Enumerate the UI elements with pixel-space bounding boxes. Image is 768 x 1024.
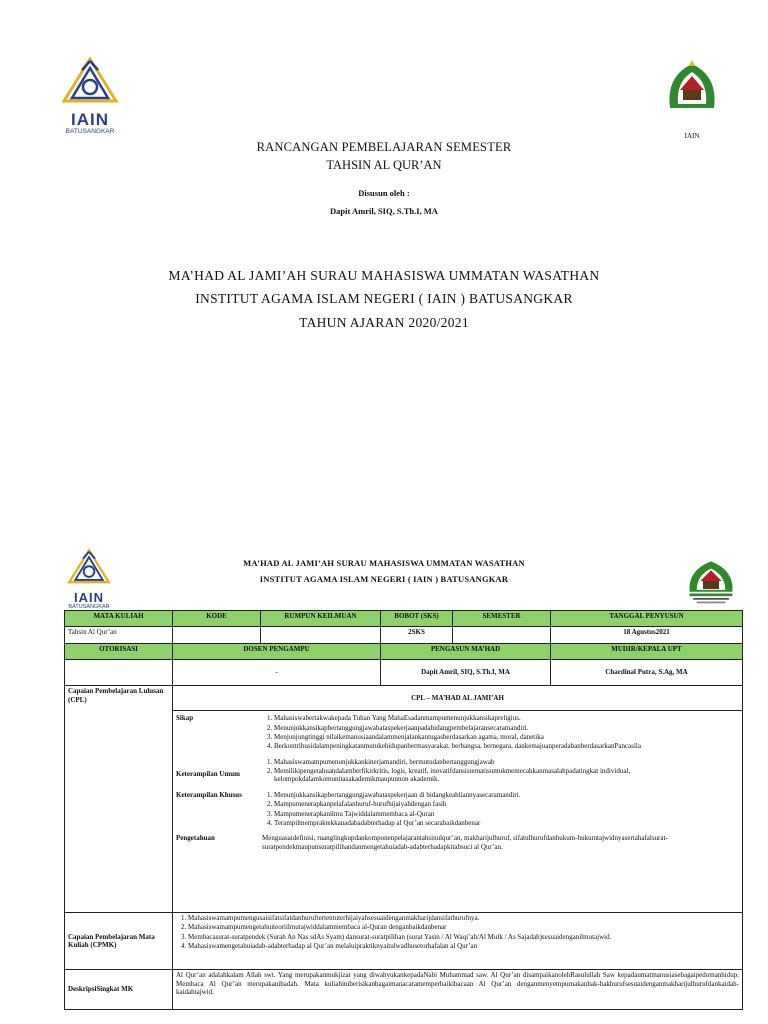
authorization-header-row <box>65 644 743 660</box>
mahad-emblem-icon <box>662 56 722 120</box>
cell-rumpun <box>261 627 381 644</box>
list-item: 3. Mampumenerapkanilmu Tajwiddalammembaca al-Quran <box>274 810 739 818</box>
academic-year: TAHUN AJARAN 2020/2021 <box>299 315 469 330</box>
header-semester: SEMESTER <box>453 611 551 627</box>
sikap-list <box>262 714 739 751</box>
header-tanggal-penyusun: TANGGAL PENYUSUN <box>551 611 743 627</box>
cell-pengasun-mahad: Dapit Amril, SIQ, S.Th.I, MA <box>381 660 551 686</box>
page2-header-line-1: MA’HAD AL JAMI’AH SURAU MAHASISWA UMMATAN WASATHAN <box>243 558 525 568</box>
header-bobot: BOBOT (SKS) <box>381 611 453 627</box>
sikap-label: Sikap <box>176 714 194 723</box>
cpl-title: CPL – MA’HAD AL JAMI’AH <box>173 686 743 711</box>
cpl-content <box>173 711 743 913</box>
institution-line-2: INSTITUT AGAMA ISLAM NEGERI ( IAIN ) BATUSANGKAR <box>195 291 573 306</box>
list-item: 2. Mahasiswamampumengetahuiteoriilmutajwiddalammembaca al-Quran denganbaikdanbenar <box>188 923 739 931</box>
cpl-title-row <box>65 686 743 711</box>
pengetahuan-text: Menguasaidefinisi, ruanglingkupdankomponenpelajarantahsinulqur’an, makharijulhuruf, sifatulhurufdanhukum-hukumtajwidnyasertahafalsurat-suratpendekmaupunsuratpilihandanmengetahuiadab-adabterhadapkitabsuci al Qur’an. <box>262 834 668 851</box>
keterampilan-khusus-label: Keterampilan Khusus <box>176 790 242 799</box>
list-item: 2. Memilikipengetahuandalamberfikirkritis, logis, kreatif, inovatifdansistematisuntukmemecahkanmasalahpadatingkat individual, kelompokdalamkomunitasakademikmaupunnon akademik. <box>274 767 739 784</box>
keterampilan-umum-label: Keterampilan Umum <box>176 769 240 778</box>
list-item: 1. Mahasiswamampumenunjukkankinerjamandiri, bermutudanbertanggungjawab <box>274 758 739 766</box>
header-mata-kuliah: MATA KULIAH <box>65 611 173 627</box>
keterampilan-khusus-section <box>176 791 739 829</box>
author-name: Dapit Amril, SIQ, S.Th.I, MA <box>330 206 438 216</box>
list-item: 4. Terampilmempraktekkanadabadabterhadap al Qur’an secarabaikdanbenar <box>274 819 739 827</box>
cell-semester <box>453 627 551 644</box>
header-kode: KODE <box>173 611 261 627</box>
cell-otorisasi <box>65 660 173 686</box>
list-item: 3. Menjunjungtinggi nilaikemanusiaandalammenjalankantugasberdasarkan agama, moral, danetika <box>274 733 739 741</box>
keterampilan-khusus-list <box>262 791 739 828</box>
logo-word: IAIN <box>74 590 104 605</box>
header-otorisasi: OTORISASI <box>65 644 173 660</box>
list-item: 1. Mahasiswamampumengusaisifatsifatdanhuruftertentuterhijaiyahsesuaidenganmakharijdansifathurufnya. <box>188 914 739 922</box>
cpmk-list <box>176 914 739 951</box>
cell-tanggal: 18 Agustus2021 <box>551 627 743 644</box>
course-row <box>65 627 743 644</box>
iain-emblem-icon <box>60 56 120 106</box>
description-text: Al Qur’an adalahkalam Allah swt. Yang merupakanmukjizat yang diwahyukankepadaNabi Muhammad saw. Al Qur’an disampaikanolehRasulullah Saw kepadaumatmanusiasebagaipedomanhidup. Membaca Al Qur’an merupakanibadah. Mata kuliahiniberisikanbagaimanacaramemperbaikibacaan Al Qur’an denganmenyempurnakanhak-hakhurufsesuaidenganmakharijulhurufdankaidah-kaidahtajwid. <box>173 970 743 1010</box>
mahad-logo <box>662 56 722 143</box>
iain-logo <box>60 56 120 136</box>
header-rumpun-keilmuan: RUMPUN KEILMUAN <box>261 611 381 627</box>
cell-bobot: 2SKS <box>381 627 453 644</box>
rps-table <box>64 610 743 1010</box>
document-title: RANCANGAN PEMBELAJARAN SEMESTER <box>256 140 512 154</box>
list-item: 2. Menunjukkansikapbertanggungjawabataspekerjaanpadabidangpembelajaransecaramandiri. <box>274 724 739 732</box>
pengetahuan-label: Pengetahuan <box>176 834 215 843</box>
list-item: 1. Mahasiswabertakwakepada Tuhan Yang MahaEsadanmampumenunjukkansikapreligius. <box>274 714 739 722</box>
composed-by-label: Disusun oleh : <box>358 188 410 198</box>
description-row <box>65 970 743 1010</box>
course-title: TAHSIN AL QUR’AN <box>326 158 442 172</box>
sikap-section <box>176 714 739 752</box>
cell-dosen-pengampu: - <box>173 660 381 686</box>
cpl-label: Capaian Pembelajaran Lulusan (CPL) <box>65 686 173 913</box>
institution-line-1: MA’HAD AL JAMI’AH SURAU MAHASISWA UMMATAN WASATHAN <box>168 268 600 283</box>
authorization-row <box>65 660 743 686</box>
logo-subtitle: BATUSANGKAR <box>68 604 110 610</box>
page2-header-line-2: INSTITUT AGAMA ISLAM NEGERI ( IAIN ) BATUSANGKAR <box>259 574 509 584</box>
keterampilan-umum-section <box>176 758 739 785</box>
cell-mata-kuliah: Tahsin Al Qur’an <box>65 627 173 644</box>
description-label: DeskripsiSingkat MK <box>65 970 173 1010</box>
pengetahuan-section <box>176 834 739 851</box>
cpmk-label: Capaian Pembelajaran Mata Kuliah (CPMK) <box>65 913 173 970</box>
header-mudir: MUDIR/KEPALA UPT <box>551 644 743 660</box>
list-item: 4. Berkontribusidalampeningkatanmutukehidupanbermasyarakat, berbangsa, bernegara, dankemajuanperadabanberdasarkanPancasila <box>274 742 739 750</box>
list-item: 2. Mampumenerapkanpelafalanhuruf-hurufhijaiyahdengan fasih <box>274 800 739 808</box>
logo-subtitle: BATUSANGKAR <box>65 128 115 135</box>
cpmk-content <box>173 913 743 970</box>
cpmk-row <box>65 913 743 970</box>
cell-kode <box>173 627 261 644</box>
logo-word: IAIN <box>684 132 700 140</box>
header-pengasun-mahad: PENGASUN MA’HAD <box>381 644 551 660</box>
logo-word: IAIN <box>71 110 109 129</box>
table-header-row <box>65 611 743 627</box>
list-item: 4. Mahasiswamengetahuiadab-adabterhadap al Qur’an melaluipraktiknyaitulwadhusetorhafalan al Qur’an <box>188 942 739 950</box>
list-item: 1. Menunjukkansikapbertanggungjawabataspekerjaan di bidangkeahliannyasecaramandiri. <box>274 791 739 799</box>
list-item: 3. Membacasurat-suratpendek (Surah An Nas sdAs Syam) dansurat-suratpilihan (surat Yasin / Al Waqi’ah/Al Mulk / As Sajadah)sesuaidenganilmutajwid. <box>188 933 739 941</box>
header-dosen-pengampu: DOSEN PENGAMPU <box>173 644 381 660</box>
keterampilan-umum-list <box>262 758 739 784</box>
cell-mudir: Chardinal Putra, S.Ag, MA <box>551 660 743 686</box>
